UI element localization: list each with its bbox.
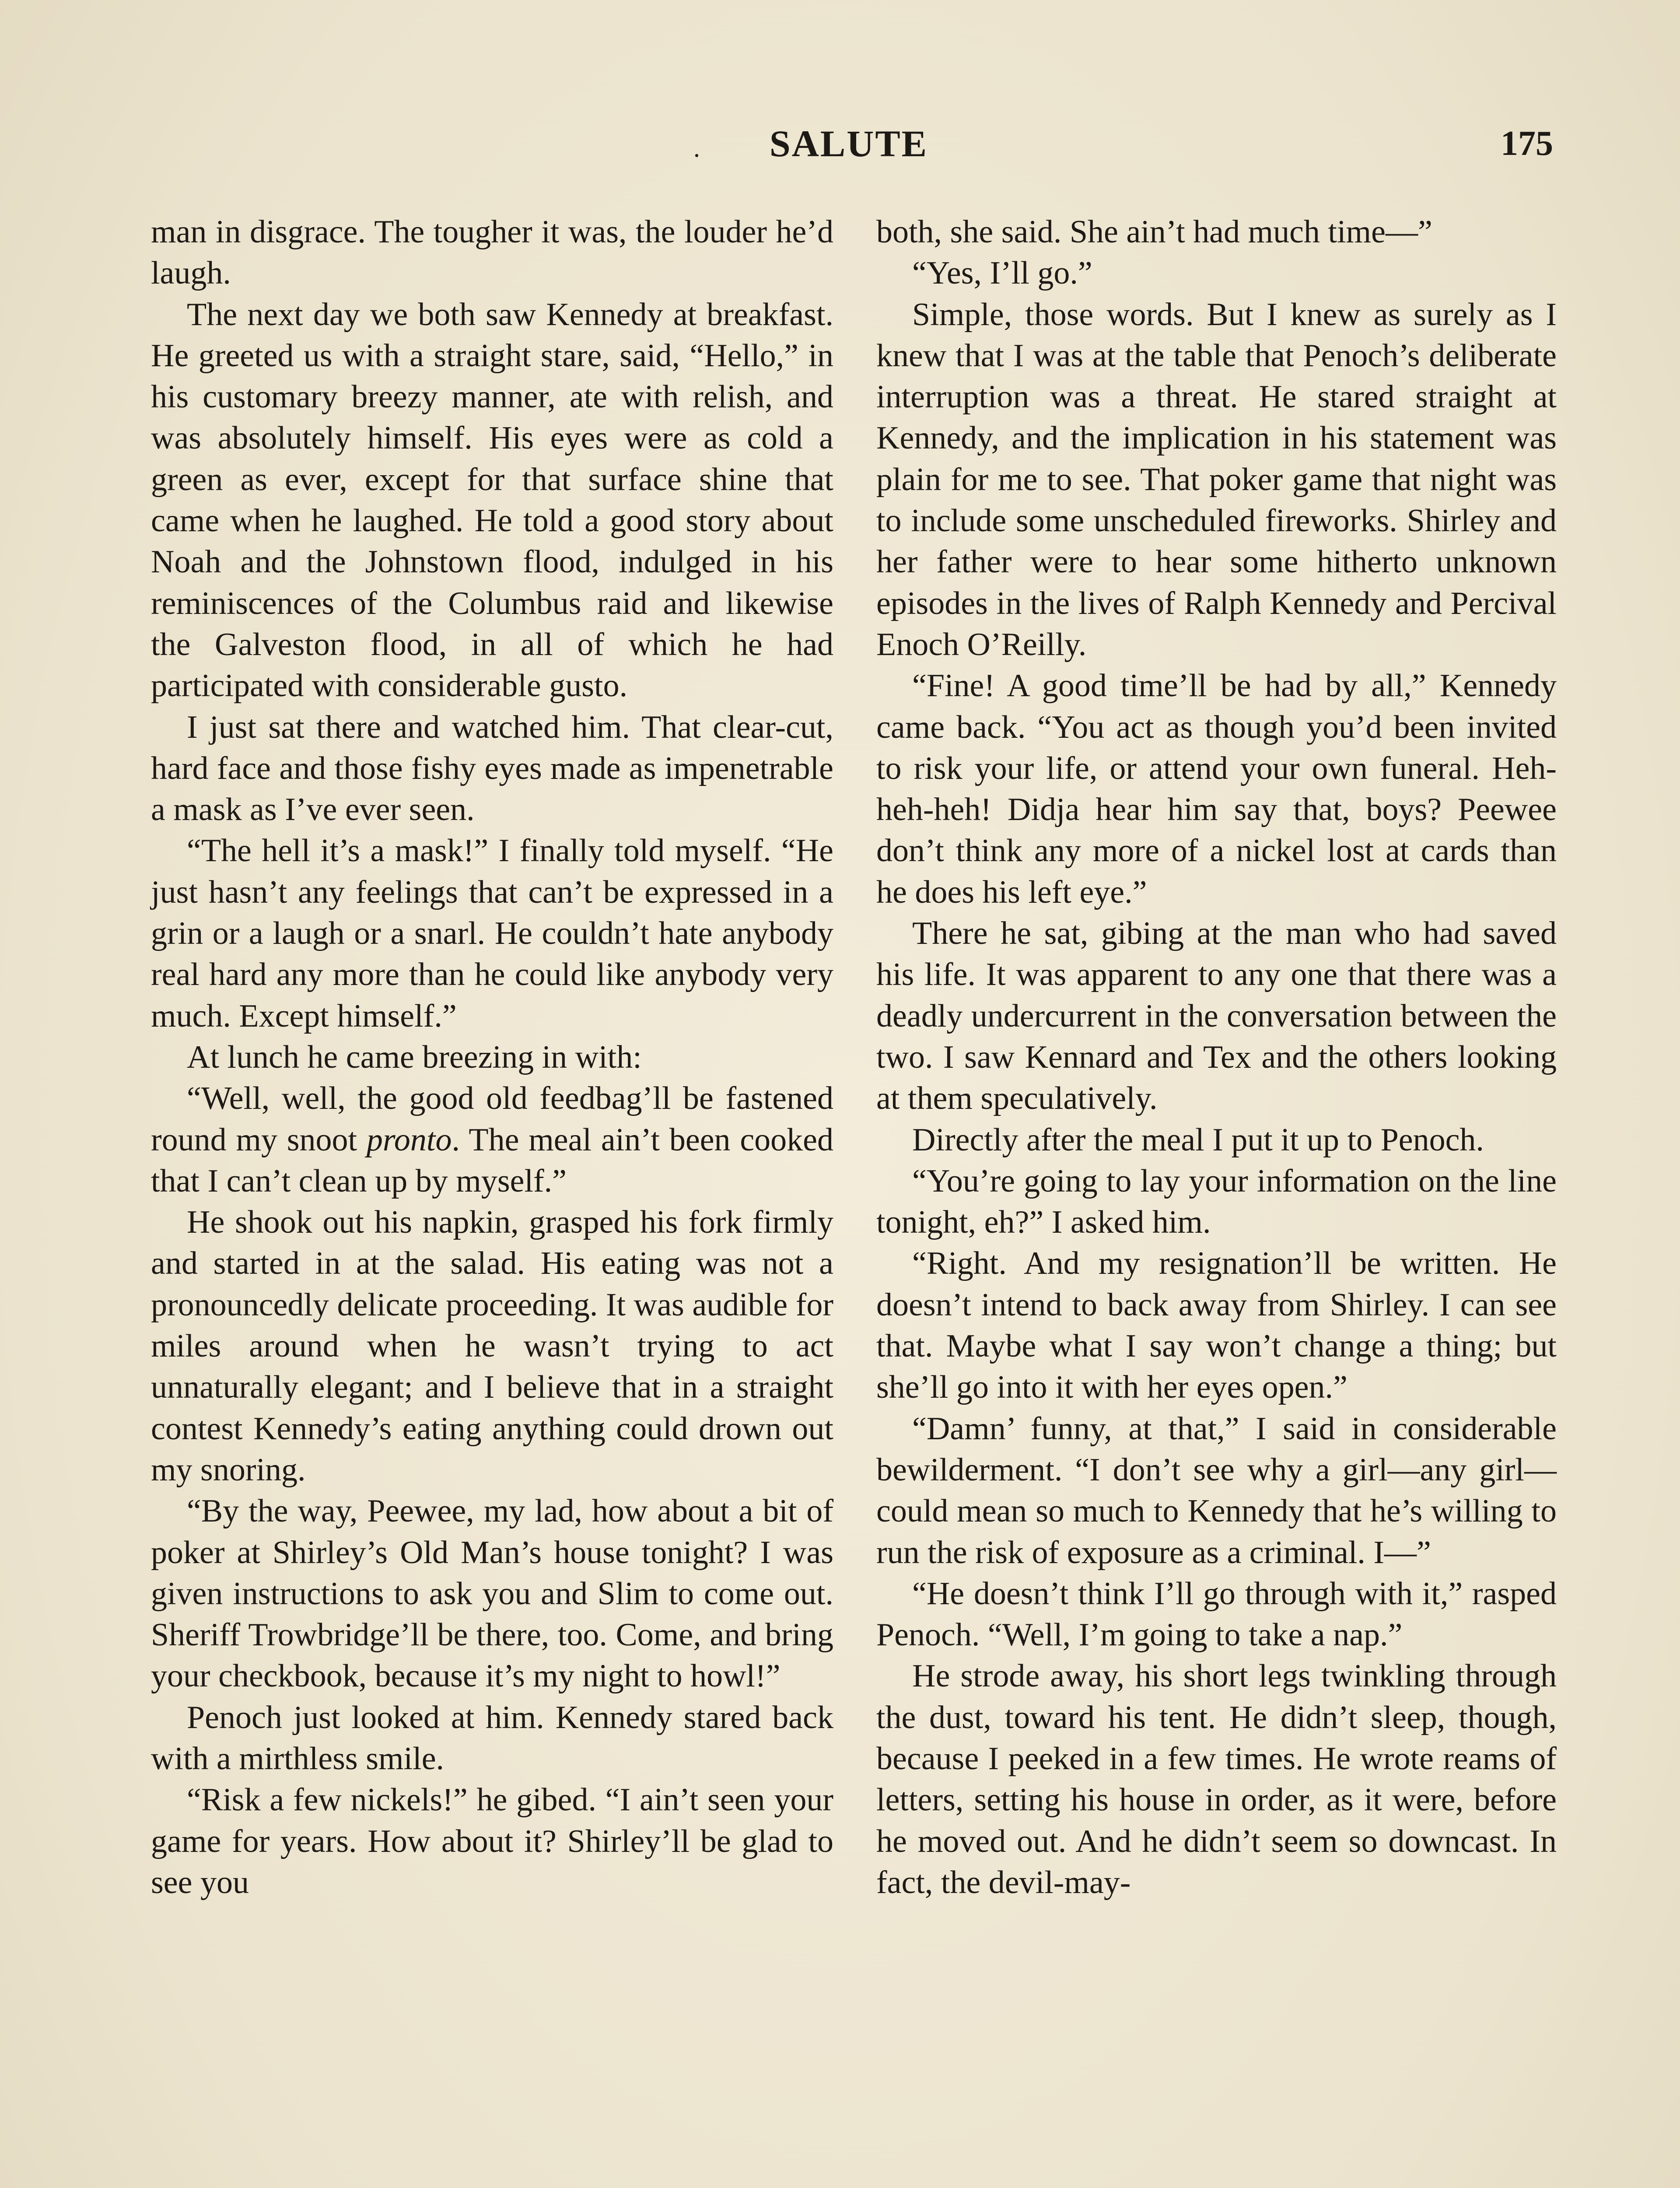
- paragraph: “He doesn’t think I’ll go through with it,” rasped Penoch. “Well, I’m going to take a nap.”: [876, 1575, 1557, 1653]
- paragraph: man in disgrace. The tougher it was, the louder he’d laugh.: [151, 214, 833, 291]
- paragraph: “The hell it’s a mask!” I finally told myself. “He just hasn’t any feelings that can’t be expressed in a grin or a laugh or a snarl. He couldn’t hate anybody real hard any more than he could like anybody very much. Except himself.”: [151, 833, 833, 1034]
- paragraph: The next day we both saw Kennedy at breakfast. He greeted us with a straight stare, said, “Hello,” in his customary breezy manner, ate with relish, and was absolutely himself. His eyes were as cold a green as ever, except for that surface shine that came when he laughed. He told a good story about Noah and the Johnstown flood, indulged in his reminiscences of the Columbus raid and likewise the Galveston flood, in all of which he had participated with considerable gusto.: [151, 296, 833, 704]
- paragraph: Simple, those words. But I knew as surely as I knew that I was at the table that Penoch’s deliberate interruption was a threat. He stared straight at Kennedy, and the implication in his statement was plain for me to see. That poker game that night was to include some unscheduled fireworks. Shirley and her father were to hear some hitherto unknown episodes in the lives of Ralph Kennedy and Percival Enoch O’Reilly.: [876, 296, 1557, 663]
- paragraph: He strode away, his short legs twinkling through the dust, toward his tent. He didn’t sleep, though, because I peeked in a few times. He wrote reams of letters, setting his house in order, as it were, before he moved out. And he didn’t seem so downcast. In fact, the devil-may-: [876, 1658, 1557, 1900]
- running-header: [144, 122, 1553, 170]
- paragraph: “Well, well, the good old feedbag’ll be fastened round my snoot pronto. The meal ain’t been cooked that I can’t clean up by myself.”: [151, 1080, 834, 1199]
- italic-word: pronto: [366, 1122, 452, 1158]
- paragraph: “Risk a few nickels!” he gibed. “I ain’t seen your game for years. How about it? Shirley’ll be glad to see you: [151, 1782, 833, 1900]
- paragraph: Penoch just looked at him. Kennedy stared back with a mirthless smile.: [151, 1699, 833, 1777]
- left-column: [151, 211, 833, 1903]
- paragraph: “Fine! A good time’ll be had by all,” Kennedy came back. “You act as though you’d been invited to risk your life, or attend your own funeral. Heh-heh-heh! Didja hear him say that, boys? Peewee don’t think any more of a nickel lost at cards than he does his left eye.”: [876, 668, 1557, 910]
- right-column: [876, 211, 1557, 1903]
- paragraph: both, she said. She ain’t had much time—”: [876, 214, 1432, 250]
- paragraph: “Yes, I’ll go.”: [912, 255, 1092, 291]
- page-number: 175: [1501, 124, 1553, 163]
- paragraph: “You’re going to lay your information on the line tonight, eh?” I asked him.: [876, 1163, 1557, 1241]
- paragraph: I just sat there and watched him. That clear-cut, hard face and those fishy eyes made as impenetrable a mask as I’ve ever seen.: [151, 709, 833, 828]
- paragraph: There he sat, gibing at the man who had saved his life. It was apparent to any one that there was a deadly undercurrent in the conversation between the two. I saw Kennard and Tex and the others looking at them speculatively.: [876, 915, 1557, 1117]
- paragraph: Directly after the meal I put it up to Penoch.: [912, 1122, 1484, 1158]
- paragraph: “By the way, Peewee, my lad, how about a bit of poker at Shirley’s Old Man’s house tonight? I was given instructions to ask you and Slim to come out. Sheriff Trowbridge’ll be there, too. Come, and bring your checkbook, because it’s my night to howl!”: [151, 1493, 833, 1694]
- paragraph: “Damn’ funny, at that,” I said in considerable bewilderment. “I don’t see why a girl—any girl—could mean so much to Kennedy that he’s willing to run the risk of exposure as a criminal. I—”: [876, 1410, 1557, 1571]
- paragraph: “Right. And my resignation’ll be written. He doesn’t intend to back away from Shirley. I can see that. Maybe what I say won’t change a thing; but she’ll go into it with her eyes open.”: [876, 1245, 1557, 1406]
- header-dot: .: [693, 133, 700, 162]
- paragraph: He shook out his napkin, grasped his fork firmly and started in at the salad. His eating was not a pronouncedly delicate proceeding. It was audible for miles around when he wasn’t trying to act unnaturally elegant; and I believe that in a straight contest Kennedy’s eating anything could drown out my snoring.: [151, 1204, 833, 1488]
- running-title: SALUTE: [769, 123, 928, 165]
- paragraph: At lunch he came breezing in with:: [187, 1039, 642, 1075]
